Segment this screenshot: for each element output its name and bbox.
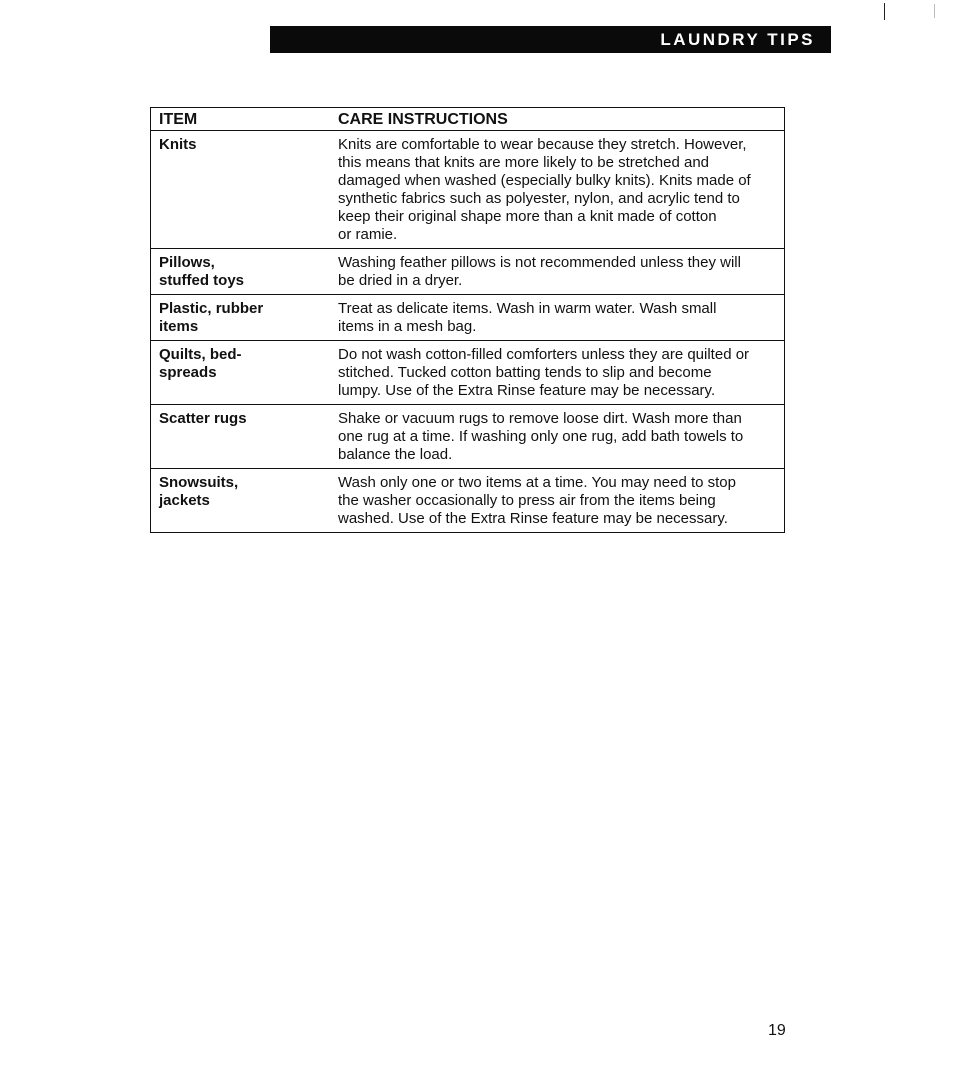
item-name-cell	[151, 341, 322, 405]
care-instruction-line: one rug at a time. If washing only one rug, add bath towels to	[338, 428, 744, 445]
item-name-line: Knits	[159, 136, 197, 153]
table-row	[151, 341, 785, 405]
laundry-tips-table	[150, 107, 785, 533]
care-instructions-cell	[321, 249, 785, 295]
table-row	[151, 295, 785, 341]
care-instruction-line: this means that knits are more likely to be stretched and	[338, 154, 710, 171]
section-header-bar	[270, 26, 831, 53]
care-instruction-line: Do not wash cotton-filled comforters unless they are quilted or	[338, 346, 750, 363]
item-name-line: Plastic, rubber	[159, 300, 264, 317]
care-instruction-line: stitched. Tucked cotton batting tends to slip and become	[338, 364, 712, 381]
care-instruction-line: Wash only one or two items at a time. You may need to stop	[338, 474, 736, 491]
care-instructions-cell	[321, 131, 785, 249]
item-name-line: spreads	[159, 364, 217, 381]
page-edge-mark-faint	[934, 4, 935, 18]
column-header-care: CARE INSTRUCTIONS	[321, 108, 785, 131]
care-instruction-line: items in a mesh bag.	[338, 318, 477, 335]
item-name-line: Quilts, bed-	[159, 346, 242, 363]
item-name-line: items	[159, 318, 199, 335]
item-name-cell	[151, 469, 322, 533]
care-instruction-line: balance the load.	[338, 446, 453, 463]
care-instruction-line: Treat as delicate items. Wash in warm water. Wash small	[338, 300, 717, 317]
item-name-cell	[151, 295, 322, 341]
care-instruction-line: Knits are comfortable to wear because they stretch. However,	[338, 136, 747, 153]
care-instructions-cell	[321, 469, 785, 533]
table-header-row	[151, 108, 785, 131]
care-instruction-line: washed. Use of the Extra Rinse feature may be necessary.	[338, 510, 728, 527]
care-instruction-line: or ramie.	[338, 226, 398, 243]
care-instruction-line: Shake or vacuum rugs to remove loose dirt. Wash more than	[338, 410, 742, 427]
column-header-item: ITEM	[151, 108, 322, 131]
item-name-cell	[151, 405, 322, 469]
page-edge-mark	[884, 3, 885, 20]
care-instruction-line: damaged when washed (especially bulky knits). Knits made of	[338, 172, 751, 189]
care-instructions-cell	[321, 295, 785, 341]
item-name-line: jackets	[159, 492, 210, 509]
section-title: LAUNDRY TIPS	[660, 29, 815, 49]
care-instruction-line: Washing feather pillows is not recommended unless they will	[338, 254, 741, 271]
care-instruction-line: keep their original shape more than a knit made of cotton	[338, 208, 717, 225]
table-row	[151, 469, 785, 533]
item-name-line: Scatter rugs	[159, 410, 247, 427]
care-instructions-cell	[321, 405, 785, 469]
item-name-line: stuffed toys	[159, 272, 245, 289]
table-row	[151, 249, 785, 295]
care-instruction-line: lumpy. Use of the Extra Rinse feature may be necessary.	[338, 382, 716, 399]
item-name-cell	[151, 249, 322, 295]
item-name-line: Snowsuits,	[159, 474, 239, 491]
table-row	[151, 131, 785, 249]
care-instruction-line: the washer occasionally to press air from the items being	[338, 492, 716, 509]
page-number: 19	[768, 1022, 786, 1039]
item-name-cell	[151, 131, 322, 249]
table-row	[151, 405, 785, 469]
care-instruction-line: be dried in a dryer.	[338, 272, 463, 289]
care-instruction-line: synthetic fabrics such as polyester, nylon, and acrylic tend to	[338, 190, 740, 207]
care-instructions-cell	[321, 341, 785, 405]
item-name-line: Pillows,	[159, 254, 215, 271]
